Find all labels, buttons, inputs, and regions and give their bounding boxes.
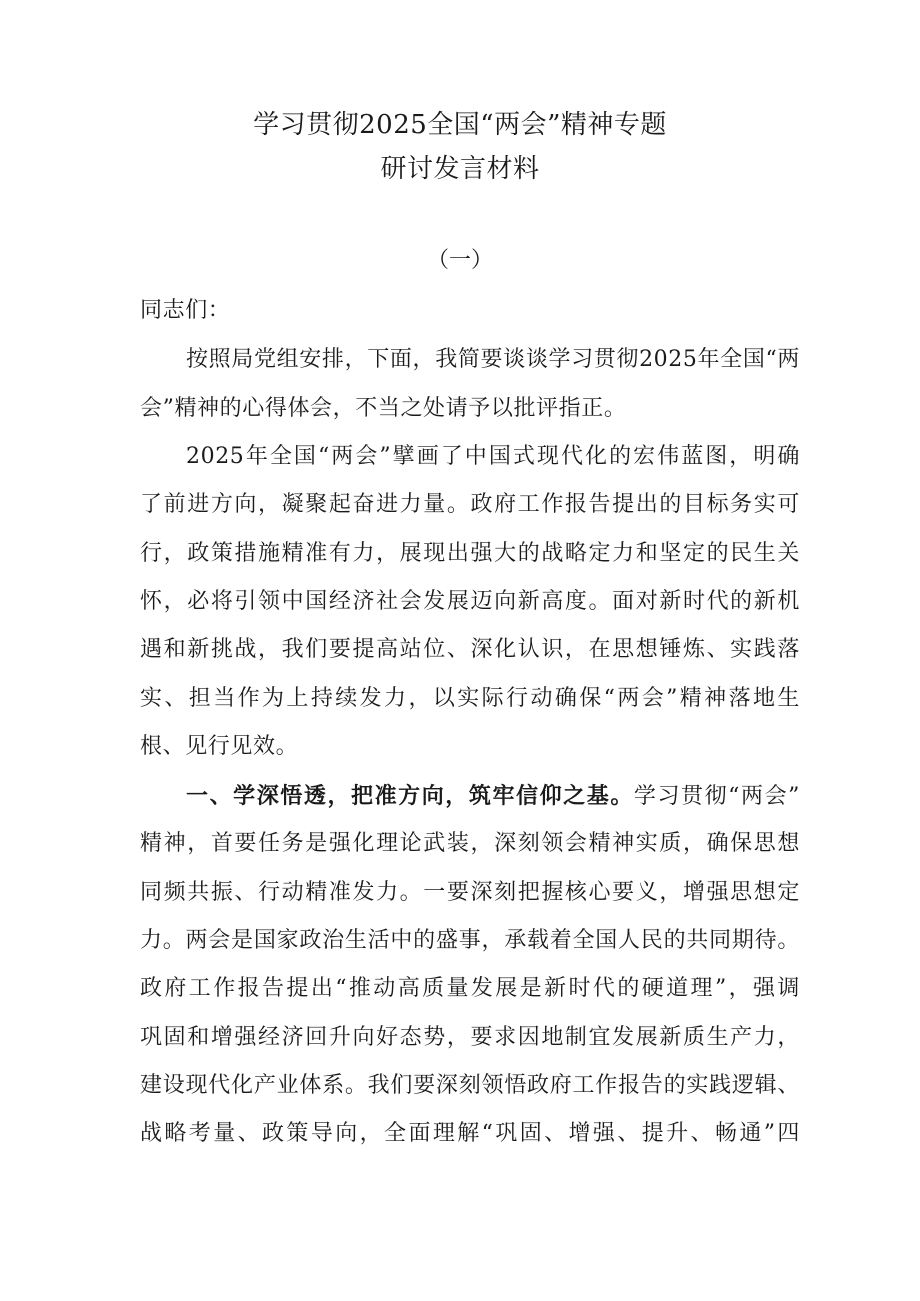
paragraph-text: 学习贯彻“两会” bbox=[633, 784, 800, 809]
paragraph-line: 2025年全国“两会”擘画了中国式现代化的宏伟蓝图，明确 bbox=[186, 444, 800, 469]
document-title-line-2: 研讨发言材料 bbox=[380, 154, 540, 184]
paragraph-line: 建设现代化产业体系。我们要深刻领悟政府工作报告的实践逻辑、 bbox=[140, 1073, 800, 1098]
paragraph-line: 遇和新挑战，我们要提高站位、深化认识，在思想锤炼、实践落 bbox=[140, 637, 800, 662]
paragraph-line: 怀，必将引领中国经济社会发展迈向新高度。面对新时代的新机 bbox=[140, 589, 800, 614]
paragraph-line: 力。两会是国家政治生活中的盛事，承载着全国人民的共同期待。 bbox=[140, 928, 800, 953]
paragraph-line: 同频共振、行动精准发力。一要深刻把握核心要义，增强思想定 bbox=[140, 880, 800, 905]
section-number: （一） bbox=[426, 248, 493, 273]
paragraph-line: 政府工作报告提出“推动高质量发展是新时代的硬道理”，强调 bbox=[140, 976, 800, 1001]
paragraph-line: 精神，首要任务是强化理论武装，深刻领会精神实质，确保思想 bbox=[140, 831, 800, 856]
section-heading: 一、学深悟透，把准方向，筑牢信仰之基。 bbox=[186, 783, 634, 809]
salutation: 同志们： bbox=[140, 298, 231, 323]
paragraph-line: 根、见行见效。 bbox=[140, 734, 299, 759]
paragraph-line: 巩固和增强经济回升向好态势，要求因地制宜发展新质生产力， bbox=[140, 1025, 800, 1050]
document-title-line-1: 学习贯彻2025全国“两会”精神专题 bbox=[253, 110, 667, 140]
paragraph-line: 会”精神的心得体会，不当之处请予以批评指正。 bbox=[140, 396, 627, 421]
paragraph-line: 实、担当作为上持续发力，以实际行动确保“两会”精神落地生 bbox=[140, 686, 800, 711]
paragraph-line bbox=[186, 781, 800, 812]
paragraph-line: 战略考量、政策导向，全面理解“巩固、增强、提升、畅通”四 bbox=[140, 1121, 800, 1146]
paragraph-line: 按照局党组安排，下面，我简要谈谈学习贯彻2025年全国“两 bbox=[186, 347, 800, 372]
paragraph-line: 行，政策措施精准有力，展现出强大的战略定力和坚定的民生关 bbox=[140, 541, 800, 566]
paragraph-line: 了前进方向，凝聚起奋进力量。政府工作报告提出的目标务实可 bbox=[140, 492, 800, 517]
